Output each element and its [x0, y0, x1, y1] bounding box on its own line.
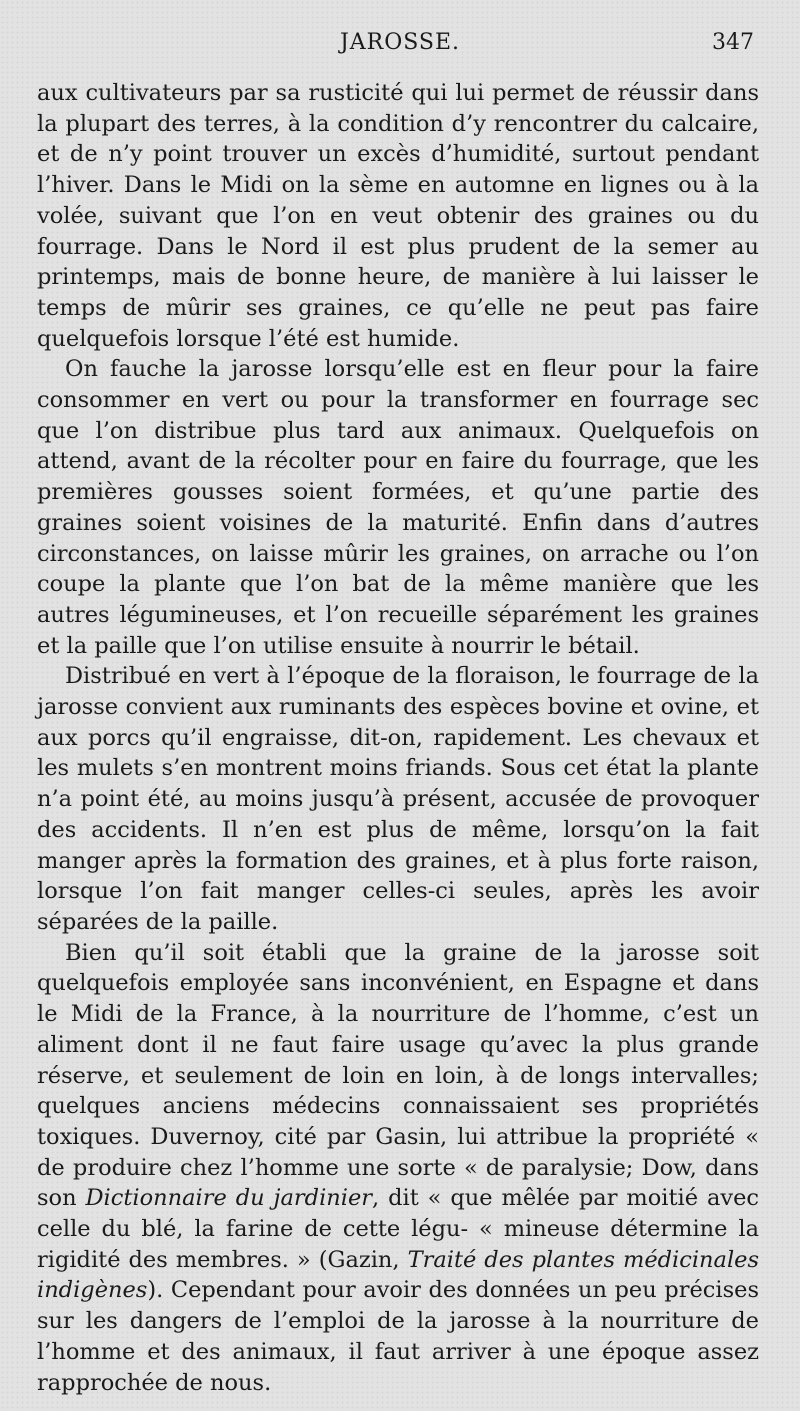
page-number: 347	[712, 30, 754, 55]
paragraph-4-text: ). Cependant pour avoir des données un peu précises sur les dangers de l’emploi de la jarosse à la nourriture de l’homme et des animaux, il faut arriver à une époque assez rapprochée de nous.	[37, 1277, 759, 1396]
paragraph-4-text: Bien qu’il soit établi que la graine de la jarosse soit quelquefois employée sans inconvénient, en Espagne et dans le Midi de la France, à la nourriture de l’homme, c’est un aliment dont il ne faut faire usage qu’avec la plus grande réserve, et seulement de loin en loin, à de longs intervalles; quelques anciens médecins connaissaient ses propriétés toxiques. Duvernoy, cité par Gasin, lui attribue la propriété « de produire chez l’homme une sorte « de paralysie; Dow, dans son	[37, 939, 759, 1212]
body-text	[37, 78, 759, 1398]
paragraph-3: Distribué en vert à l’époque de la floraison, le fourrage de la jarosse convient aux ruminants des espèces bovine et ovine, et aux porcs qu’il engraisse, dit-on, rapidement. Les chevaux et les mulets s’en montrent moins friands. Sous cet état la plante n’a point été, au moins jusqu’à présent, accusée de provoquer des accidents. Il n’en est plus de même, lorsqu’on la fait manger après la formation des graines, et à plus forte raison, lorsque l’on fait manger celles-ci seules, après les avoir séparées de la paille.	[37, 663, 759, 935]
paragraph-1: aux cultivateurs par sa rusticité qui lui permet de réussir dans la plupart des terres, à la condition d’y rencontrer du calcaire, et de n’y point trouver un excès d’humidité, surtout pendant l’hiver. Dans le Midi on la sème en automne en lignes ou à la volée, suivant que l’on en veut obtenir des graines ou du fourrage. Dans le Nord il est plus prudent de la semer au printemps, mais de bonne heure, de manière à lui laisser le temps de mûrir ses graines, ce qu’elle ne peut pas faire quelquefois lorsque l’été est humide.	[37, 80, 759, 352]
book-title-traite: Traité des plantes médicinales indigènes	[37, 1246, 759, 1304]
running-title: JAROSSE.	[339, 30, 461, 55]
paragraph-2: On fauche la jarosse lorsqu’elle est en fleur pour la faire consommer en vert ou pour la transformer en fourrage sec que l’on distribue plus tard aux animaux. Quelquefois on attend, avant de la récolter pour en faire du fourrage, que les premières gousses soient formées, et qu’une partie des graines soient voisines de la maturité. Enfin dans d’autres circonstances, on laisse mûrir les graines, on arrache ou l’on coupe la plante que l’on bat de la même manière que les autres légumineuses, et l’on recueille séparément les graines et la paille que l’on utilise ensuite à nourrir le bétail.	[37, 356, 759, 659]
book-title-dictionnaire: Dictionnaire du jardinier	[85, 1185, 373, 1212]
paragraph-4-text: , dit « que mêlée par moitié avec celle du blé, la farine de cette légu- « mineuse détermine la rigidité des membres. » (Gazin,	[37, 1185, 759, 1273]
page-header	[0, 30, 800, 64]
paragraph-4	[37, 938, 759, 1399]
